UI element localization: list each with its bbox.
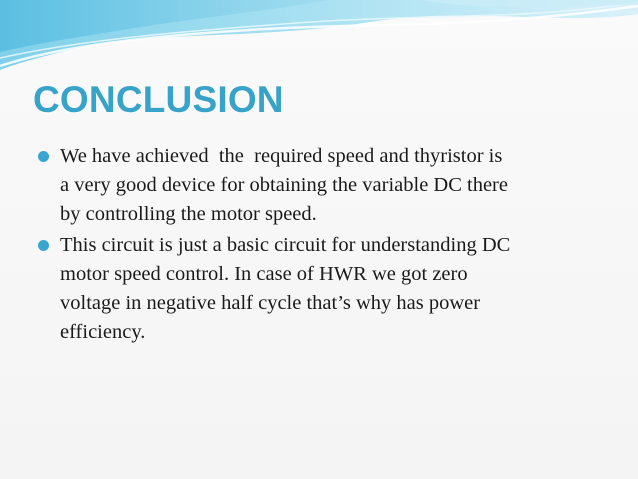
bullet-dot-icon	[38, 151, 49, 162]
bullet-line: efficiency.	[60, 321, 146, 343]
slide-title: CONCLUSION	[33, 79, 284, 120]
bullet-line: This circuit is just a basic circuit for understanding DC	[60, 234, 511, 256]
bullet-line: motor speed control. In case of HWR we got zero	[60, 263, 468, 285]
bullet-dot-icon	[38, 240, 49, 251]
bullet-item	[36, 142, 606, 229]
decorative-wave-banner	[0, 0, 638, 80]
bullet-line: We have achieved the required speed and thyristor is	[60, 145, 503, 167]
bullet-item	[36, 231, 606, 347]
bullet-line: by controlling the motor speed.	[60, 203, 317, 225]
bullet-line: voltage in negative half cycle that’s why has power	[60, 292, 481, 314]
bullet-list	[36, 142, 606, 349]
bullet-line: a very good device for obtaining the variable DC there	[60, 174, 508, 196]
